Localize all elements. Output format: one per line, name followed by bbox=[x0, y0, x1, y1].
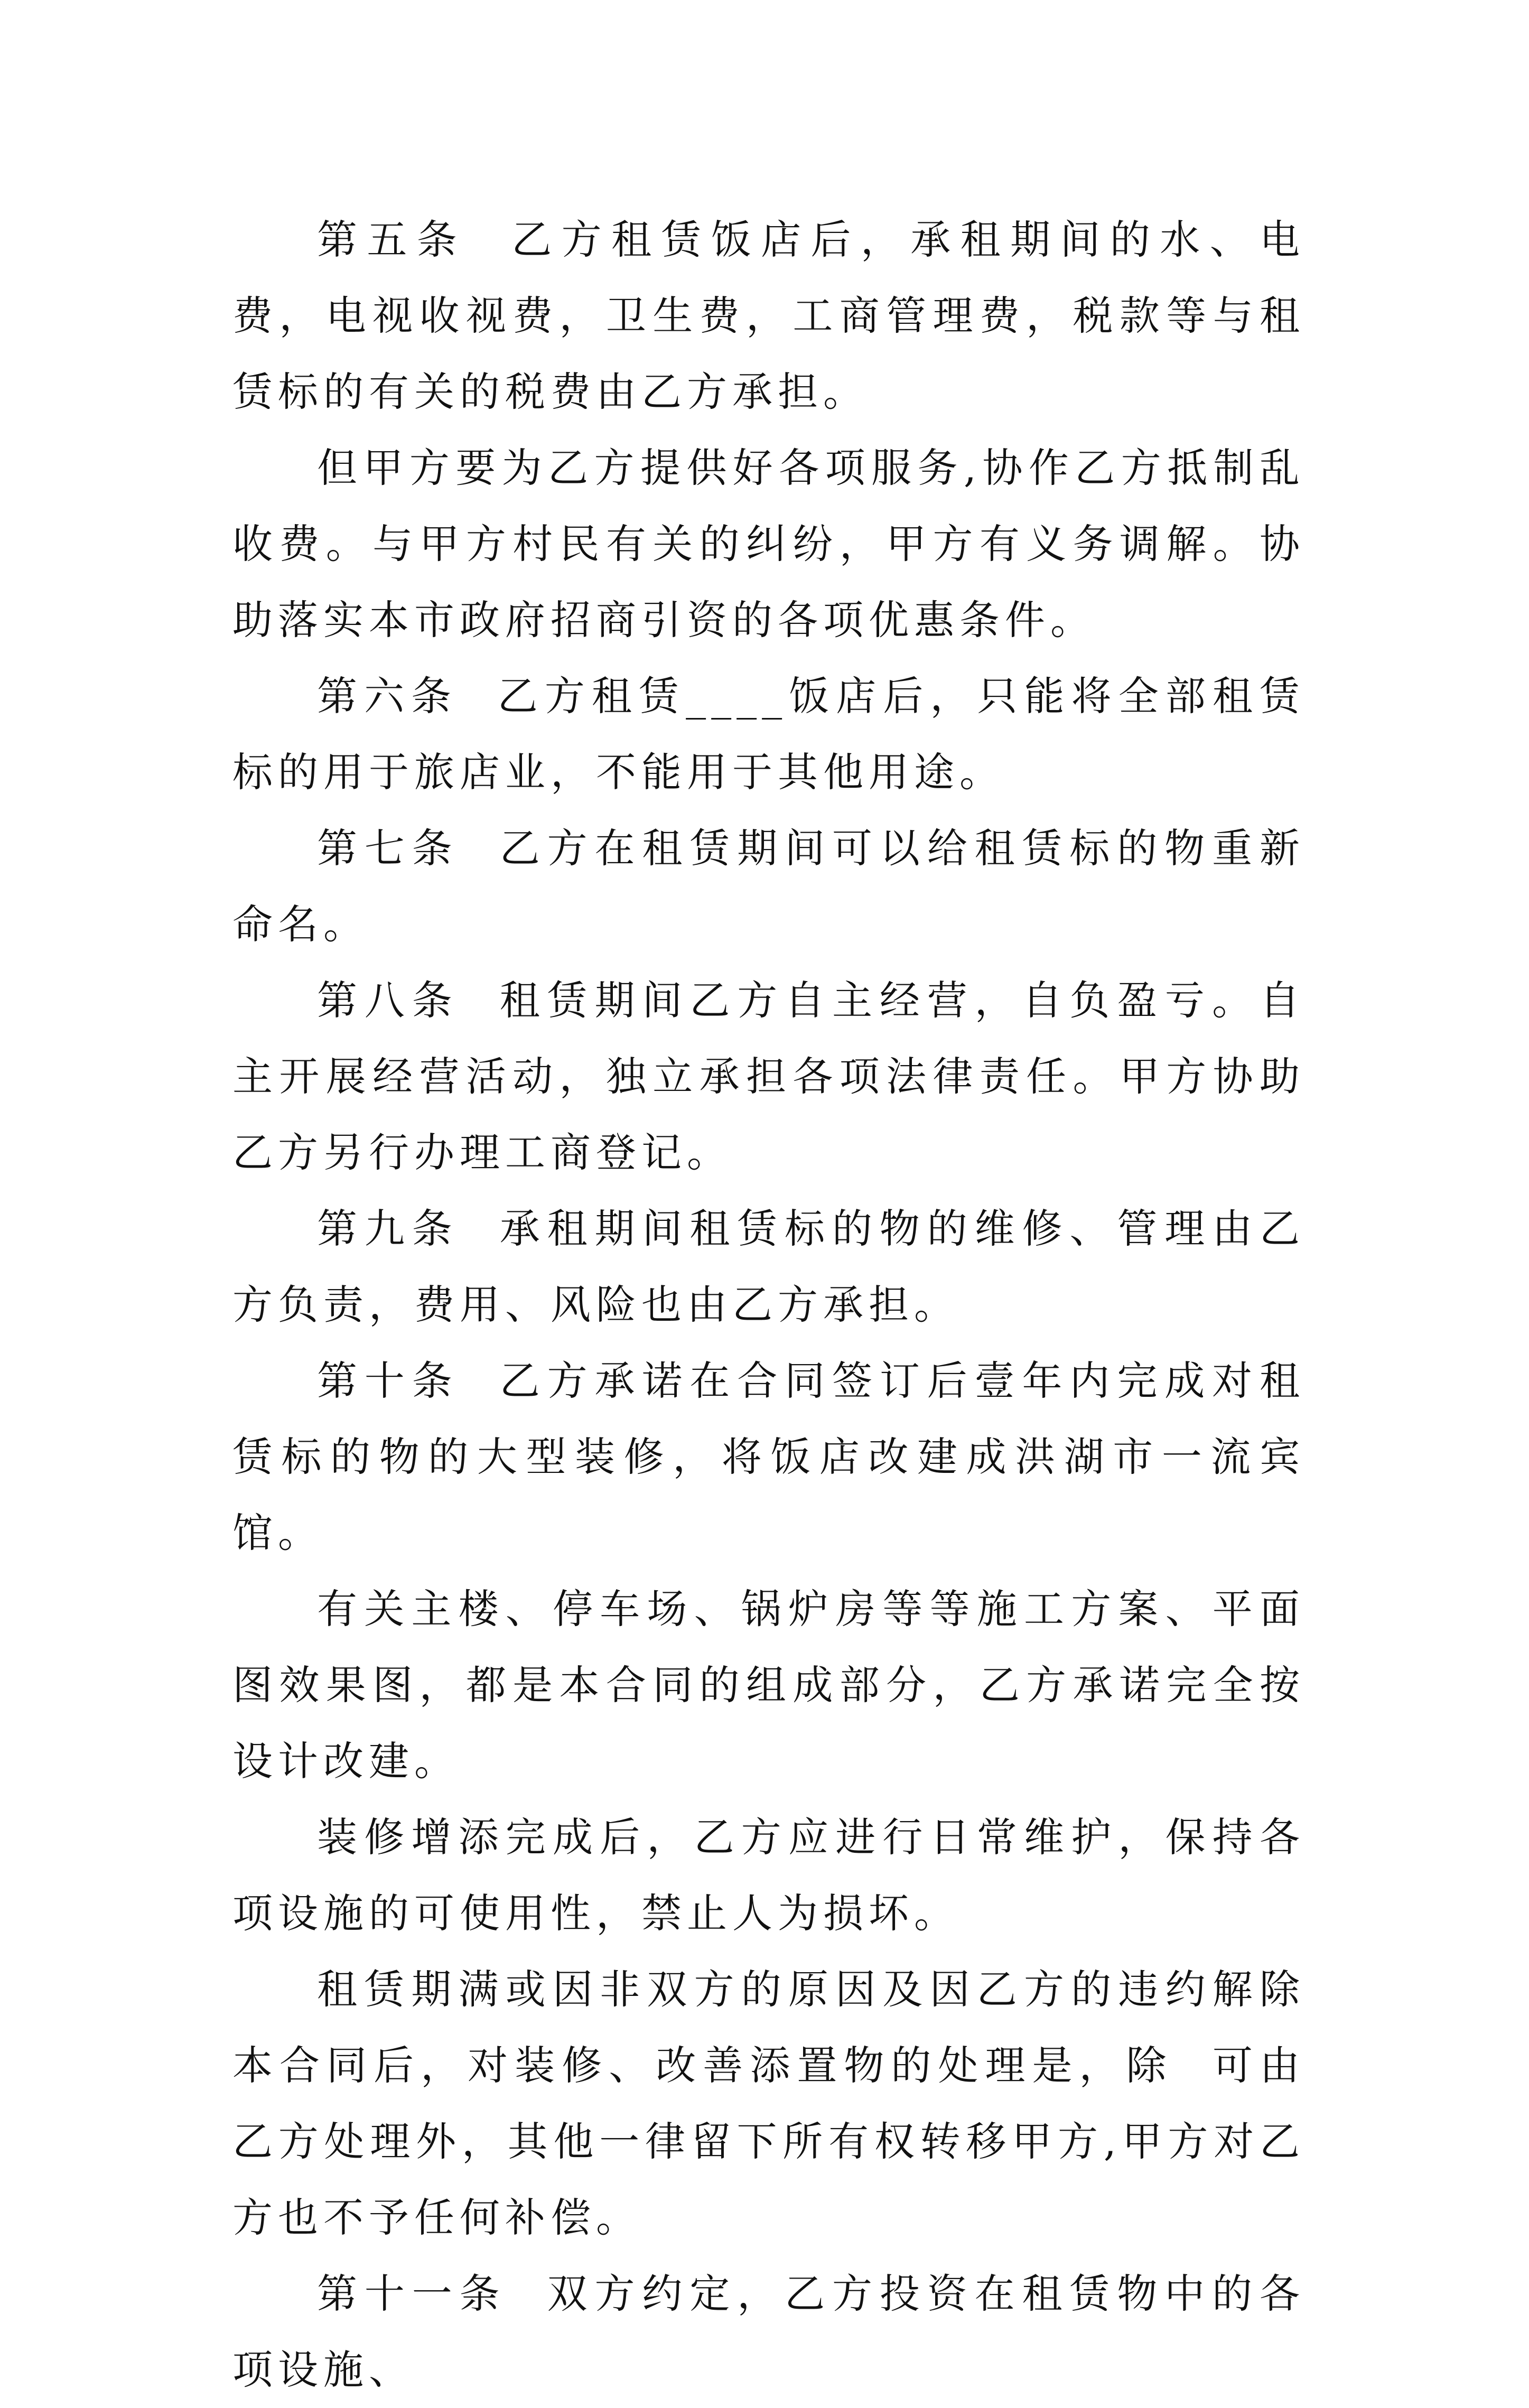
paragraph-article-10: 第十条 乙方承诺在合同签订后壹年内完成对租赁标的物的大型装修，将饭店改建成洪湖市一流宾馆。 bbox=[232, 1357, 1305, 1556]
paragraph-article-11: 第十一条 双方约定，乙方投资在租赁物中的各项设施、 bbox=[232, 2270, 1305, 2393]
paragraph-service-obligation: 但甲方要为乙方提供好各项服务,协作乙方抵制乱收费。与甲方村民有关的纠纷，甲方有义务调解。协助落实本市政府招商引资的各项优惠条件。 bbox=[232, 444, 1305, 643]
paragraph-termination-handling: 租赁期满或因非双方的原因及因乙方的违约解除本合同后，对装修、改善添置物的处理是，除 可由乙方处理外，其他一律留下所有权转移甲方,甲方对乙方也不予任何补偿。 bbox=[232, 1966, 1305, 2241]
paragraph-construction-plans: 有关主楼、停车场、锅炉房等等施工方案、平面图效果图，都是本合同的组成部分，乙方承诺完全按设计改建。 bbox=[232, 1585, 1305, 1785]
paragraph-article-9: 第九条 承租期间租赁标的物的维修、管理由乙方负责，费用、风险也由乙方承担。 bbox=[232, 1205, 1305, 1328]
paragraph-article-8: 第八条 租赁期间乙方自主经营，自负盈亏。自主开展经营活动，独立承担各项法律责任。甲方协助乙方另行办理工商登记。 bbox=[232, 977, 1305, 1176]
paragraph-article-6: 第六条 乙方租赁____饭店后，只能将全部租赁标的用于旅店业，不能用于其他用途。 bbox=[232, 673, 1305, 796]
paragraph-maintenance: 装修增添完成后，乙方应进行日常维护，保持各项设施的可使用性，禁止人为损坏。 bbox=[232, 1814, 1305, 1937]
document-body bbox=[232, 202, 1305, 2408]
paragraph-article-7: 第七条 乙方在租赁期间可以给租赁标的物重新命名。 bbox=[232, 825, 1305, 948]
paragraph-article-5: 第五条 乙方租赁饭店后，承租期间的水、电费，电视收视费，卫生费，工商管理费，税款等与租赁标的有关的税费由乙方承担。 bbox=[232, 216, 1305, 415]
